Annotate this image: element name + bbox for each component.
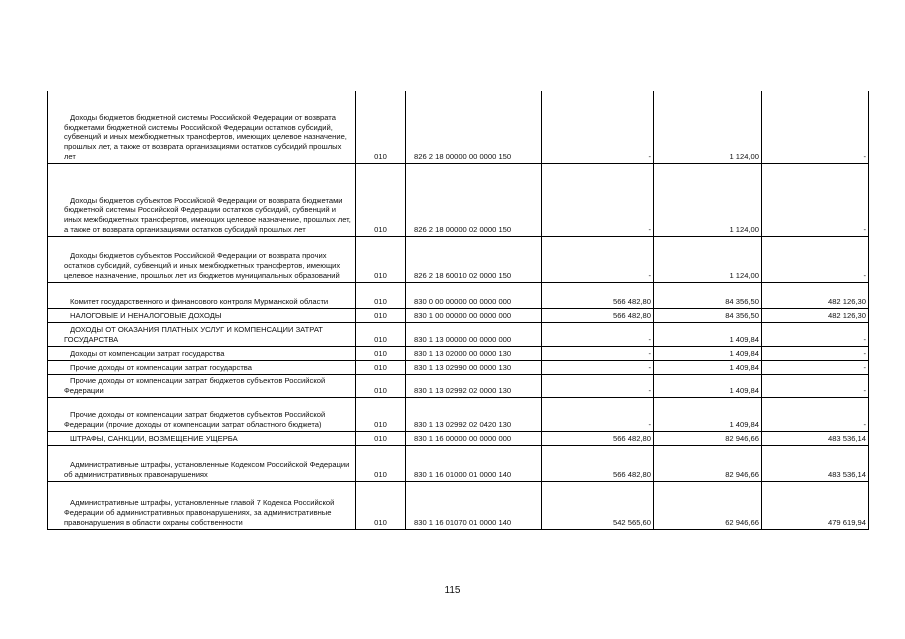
- row-name-cell: Прочие доходы от компенсации затрат бюджетов субъектов Российской Федерации: [48, 374, 356, 397]
- table-row: [48, 163, 869, 236]
- table-row: [48, 91, 869, 163]
- row-approved-cell: 542 565,60: [542, 481, 654, 529]
- table-row: [48, 481, 869, 529]
- row-budget-code-cell: 830 1 13 02000 00 0000 130: [406, 346, 542, 360]
- row-executed-cell: 1 409,84: [654, 397, 762, 431]
- row-executed-cell: 1 124,00: [654, 163, 762, 236]
- row-approved-cell: -: [542, 360, 654, 374]
- row-name-cell: Административные штрафы, установленные главой 7 Кодекса Российской Федерации об административных правонарушениях, за административные правонарушения в области охраны собственности: [48, 481, 356, 529]
- revenue-table: [47, 91, 869, 530]
- row-budget-code-cell: 826 2 18 60010 02 0000 150: [406, 236, 542, 282]
- row-approved-cell: -: [542, 236, 654, 282]
- row-executed-cell: 82 946,66: [654, 445, 762, 481]
- row-name-cell: ДОХОДЫ ОТ ОКАЗАНИЯ ПЛАТНЫХ УСЛУГ И КОМПЕНСАЦИИ ЗАТРАТ ГОСУДАРСТВА: [48, 322, 356, 346]
- row-remaining-cell: 482 126,30: [762, 282, 869, 308]
- table-row: [48, 445, 869, 481]
- row-approved-cell: -: [542, 91, 654, 163]
- row-remaining-cell: -: [762, 236, 869, 282]
- table-row: [48, 308, 869, 322]
- row-approved-cell: 566 482,80: [542, 431, 654, 445]
- row-budget-code-cell: 830 1 13 02990 00 0000 130: [406, 360, 542, 374]
- row-name-cell: Доходы бюджетов бюджетной системы Российской Федерации от возврата бюджетами бюджетной системы Российской Федерации остатков субсидий, субвенций и иных межбюджетных трансфертов, имеющих целевое назначение, прошлых лет, а также от возврата организациями остатков субсидий прошлых лет: [48, 91, 356, 163]
- row-approved-cell: -: [542, 374, 654, 397]
- row-line-code-cell: 010: [356, 481, 406, 529]
- table-row: [48, 360, 869, 374]
- row-name-cell: ШТРАФЫ, САНКЦИИ, ВОЗМЕЩЕНИЕ УЩЕРБА: [48, 431, 356, 445]
- table-row: [48, 431, 869, 445]
- row-remaining-cell: 482 126,30: [762, 308, 869, 322]
- row-executed-cell: 1 409,84: [654, 322, 762, 346]
- row-name-cell: Доходы бюджетов субъектов Российской Федерации от возврата бюджетами бюджетной системы Российской Федерации остатков субсидий, субвенций и иных межбюджетных трансфертов, имеющих целевое назначение, прошлых лет, а также от возврата организациями остатков субсидий прошлых лет: [48, 163, 356, 236]
- row-remaining-cell: -: [762, 374, 869, 397]
- row-name-cell: НАЛОГОВЫЕ И НЕНАЛОГОВЫЕ ДОХОДЫ: [48, 308, 356, 322]
- row-executed-cell: 1 124,00: [654, 91, 762, 163]
- row-line-code-cell: 010: [356, 91, 406, 163]
- row-executed-cell: 82 946,66: [654, 431, 762, 445]
- row-name-cell: Доходы бюджетов субъектов Российской Федерации от возврата прочих остатков субсидий, субвенций и иных межбюджетных трансфертов, имеющих целевое назначение, прошлых лет из бюджетов муниципальных образований: [48, 236, 356, 282]
- row-line-code-cell: 010: [356, 346, 406, 360]
- table-row: [48, 282, 869, 308]
- row-remaining-cell: -: [762, 91, 869, 163]
- row-line-code-cell: 010: [356, 445, 406, 481]
- row-budget-code-cell: 830 1 13 00000 00 0000 000: [406, 322, 542, 346]
- row-line-code-cell: 010: [356, 360, 406, 374]
- row-approved-cell: -: [542, 163, 654, 236]
- row-budget-code-cell: 826 2 18 00000 00 0000 150: [406, 91, 542, 163]
- row-executed-cell: 84 356,50: [654, 282, 762, 308]
- row-approved-cell: -: [542, 397, 654, 431]
- row-remaining-cell: 483 536,14: [762, 445, 869, 481]
- row-remaining-cell: -: [762, 397, 869, 431]
- row-remaining-cell: 479 619,94: [762, 481, 869, 529]
- row-executed-cell: 62 946,66: [654, 481, 762, 529]
- row-budget-code-cell: 830 1 13 02992 02 0000 130: [406, 374, 542, 397]
- row-line-code-cell: 010: [356, 431, 406, 445]
- row-budget-code-cell: 830 1 16 00000 00 0000 000: [406, 431, 542, 445]
- table-row: [48, 322, 869, 346]
- row-remaining-cell: -: [762, 346, 869, 360]
- table-body: [48, 91, 869, 529]
- row-approved-cell: 566 482,80: [542, 308, 654, 322]
- row-remaining-cell: 483 536,14: [762, 431, 869, 445]
- row-line-code-cell: 010: [356, 282, 406, 308]
- row-line-code-cell: 010: [356, 397, 406, 431]
- row-remaining-cell: -: [762, 360, 869, 374]
- row-approved-cell: -: [542, 346, 654, 360]
- row-budget-code-cell: 830 1 16 01000 01 0000 140: [406, 445, 542, 481]
- row-remaining-cell: -: [762, 163, 869, 236]
- row-approved-cell: -: [542, 322, 654, 346]
- row-executed-cell: 84 356,50: [654, 308, 762, 322]
- row-budget-code-cell: 826 2 18 00000 02 0000 150: [406, 163, 542, 236]
- row-budget-code-cell: 830 0 00 00000 00 0000 000: [406, 282, 542, 308]
- row-name-cell: Административные штрафы, установленные Кодексом Российской Федерации об административных правонарушениях: [48, 445, 356, 481]
- row-executed-cell: 1 409,84: [654, 346, 762, 360]
- row-line-code-cell: 010: [356, 163, 406, 236]
- row-line-code-cell: 010: [356, 374, 406, 397]
- row-approved-cell: 566 482,80: [542, 282, 654, 308]
- row-budget-code-cell: 830 1 00 00000 00 0000 000: [406, 308, 542, 322]
- table-row: [48, 374, 869, 397]
- page-number: 115: [444, 585, 461, 596]
- row-executed-cell: 1 124,00: [654, 236, 762, 282]
- row-line-code-cell: 010: [356, 322, 406, 346]
- row-budget-code-cell: 830 1 13 02992 02 0420 130: [406, 397, 542, 431]
- row-line-code-cell: 010: [356, 236, 406, 282]
- row-name-cell: Прочие доходы от компенсации затрат бюджетов субъектов Российской Федерации (прочие доходы от компенсации затрат областного бюджета): [48, 397, 356, 431]
- row-budget-code-cell: 830 1 16 01070 01 0000 140: [406, 481, 542, 529]
- table-row: [48, 397, 869, 431]
- row-line-code-cell: 010: [356, 308, 406, 322]
- table-row: [48, 236, 869, 282]
- row-name-cell: Комитет государственного и финансового контроля Мурманской области: [48, 282, 356, 308]
- table-row: [48, 346, 869, 360]
- row-name-cell: Прочие доходы от компенсации затрат государства: [48, 360, 356, 374]
- row-executed-cell: 1 409,84: [654, 360, 762, 374]
- row-approved-cell: 566 482,80: [542, 445, 654, 481]
- row-remaining-cell: -: [762, 322, 869, 346]
- row-executed-cell: 1 409,84: [654, 374, 762, 397]
- row-name-cell: Доходы от компенсации затрат государства: [48, 346, 356, 360]
